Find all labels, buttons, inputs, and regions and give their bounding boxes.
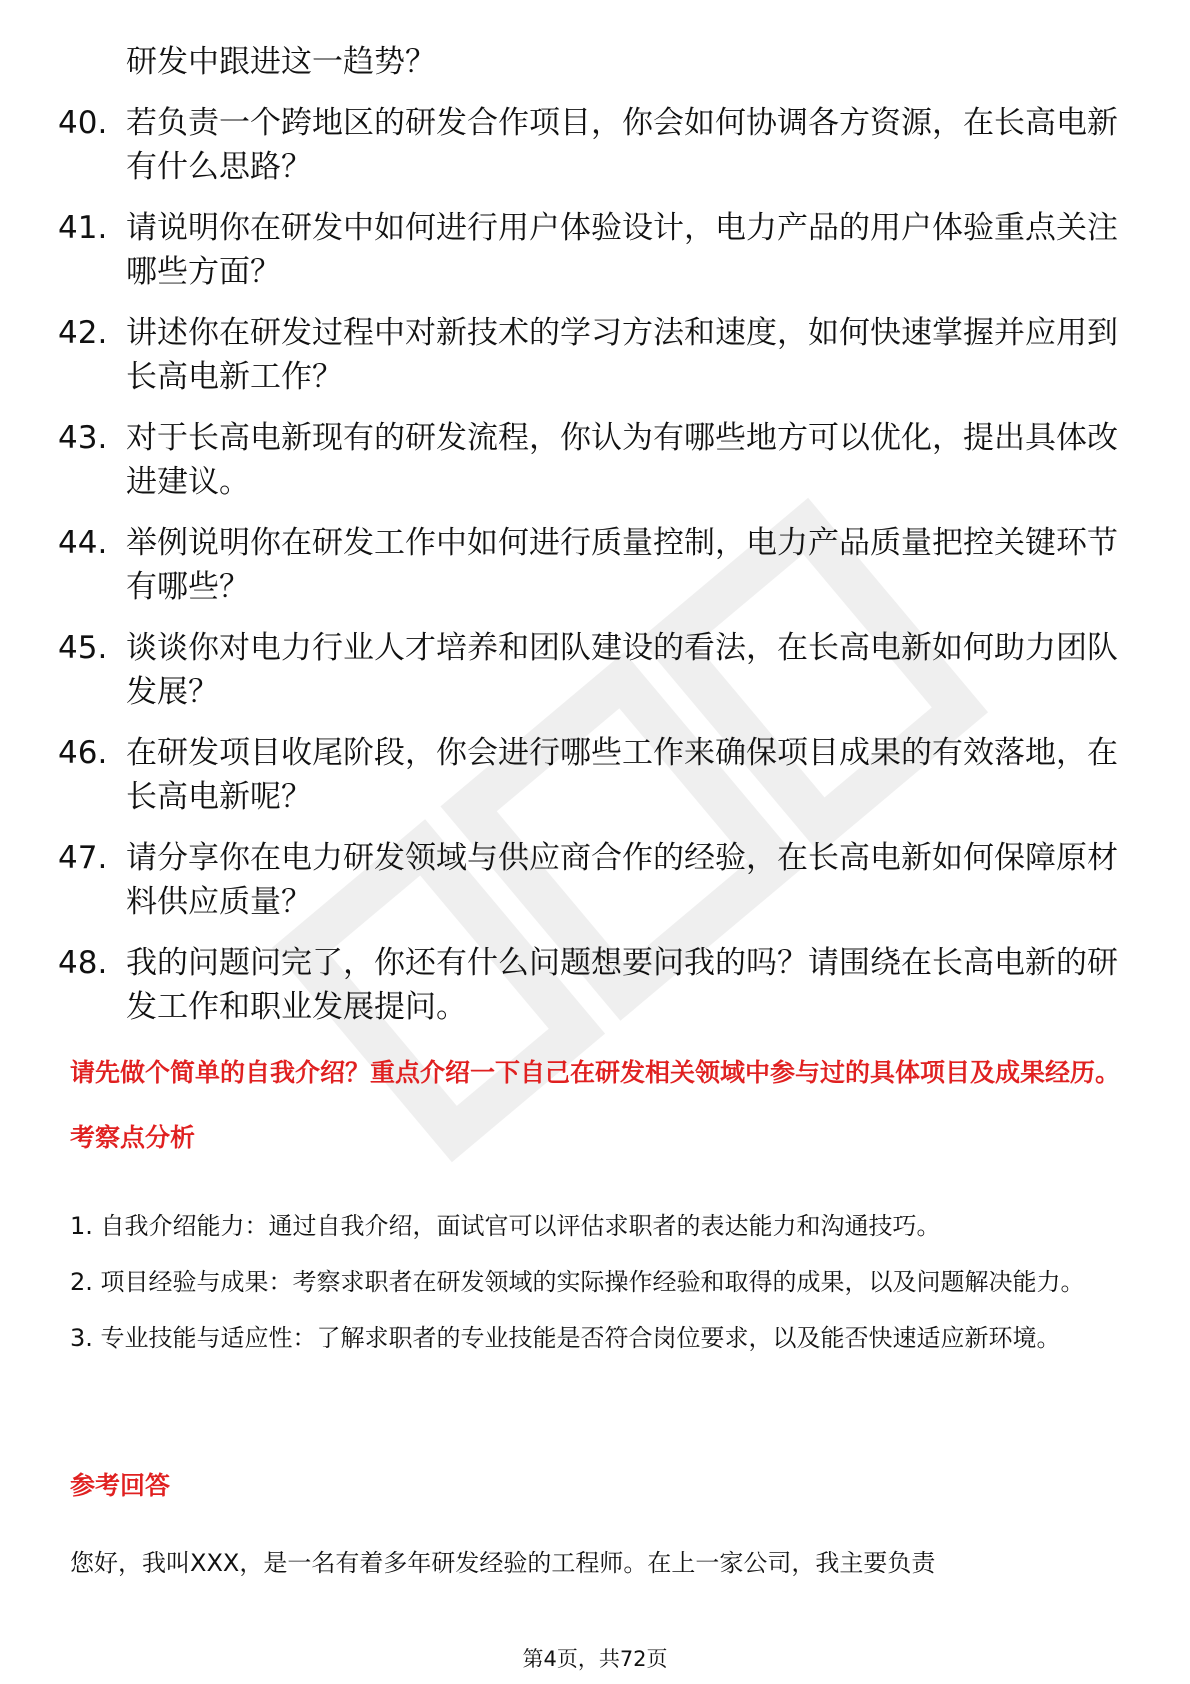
question-number: 46. — [58, 735, 108, 771]
answer-text: 您好，我叫XXX，是一名有着多年研发经验的工程师。在上一家公司，我主要负责 — [70, 1549, 936, 1577]
question-text: 谈谈你对电力行业人才培养和团队建设的看法，在长高电新如何助力团队发展？ — [126, 630, 1118, 710]
question-number: 48. — [58, 945, 108, 981]
highlight-question: 请先做个简单的自我介绍？重点介绍一下自己在研发相关领域中参与过的具体项目及成果经历。 — [70, 1058, 1121, 1087]
question-number: 40. — [58, 105, 108, 141]
list-item — [58, 836, 1128, 924]
list-item — [58, 206, 1128, 294]
question-text: 举例说明你在研发工作中如何进行质量控制，电力产品质量把控关键环节有哪些？ — [126, 525, 1118, 605]
question-continuation: 研发中跟进这一趋势？ — [126, 44, 436, 80]
question-number: 47. — [58, 840, 108, 876]
question-list — [58, 40, 1128, 1029]
analysis-item: 1. 自我介绍能力：通过自我介绍，面试官可以评估求职者的表达能力和沟通技巧。 — [70, 1212, 941, 1240]
list-item — [58, 731, 1128, 819]
question-number: 42. — [58, 315, 108, 351]
question-text: 请分享你在电力研发领域与供应商合作的经验，在长高电新如何保障原材料供应质量？ — [126, 840, 1118, 920]
analysis-list — [70, 1198, 1130, 1366]
list-item — [58, 311, 1128, 399]
question-text: 请说明你在研发中如何进行用户体验设计，电力产品的用户体验重点关注哪些方面？ — [126, 210, 1118, 290]
question-text: 对于长高电新现有的研发流程，你认为有哪些地方可以优化，提出具体改进建议。 — [126, 420, 1118, 500]
question-number: 41. — [58, 210, 108, 246]
question-text: 讲述你在研发过程中对新技术的学习方法和速度，如何快速掌握并应用到长高电新工作？ — [126, 315, 1118, 395]
analysis-item: 2. 项目经验与成果：考察求职者在研发领域的实际操作经验和取得的成果，以及问题解决能力。 — [70, 1268, 1085, 1296]
question-number: 43. — [58, 420, 108, 456]
page-number: 第4页，共72页 — [522, 1647, 668, 1671]
answer-title: 参考回答 — [70, 1471, 171, 1500]
analysis-title: 考察点分析 — [70, 1123, 196, 1152]
question-number: 44. — [58, 525, 108, 561]
list-item — [58, 521, 1128, 609]
list-item — [58, 941, 1128, 1029]
list-item — [58, 626, 1128, 714]
analysis-item: 3. 专业技能与适应性：了解求职者的专业技能是否符合岗位要求，以及能否快速适应新环境。 — [70, 1324, 1061, 1352]
list-item — [58, 416, 1128, 504]
list-item — [58, 101, 1128, 189]
question-text: 我的问题问完了，你还有什么问题想要问我的吗？请围绕在长高电新的研发工作和职业发展提问。 — [126, 945, 1118, 1025]
question-number: 45. — [58, 630, 108, 666]
question-text: 在研发项目收尾阶段，你会进行哪些工作来确保项目成果的有效落地，在长高电新呢？ — [126, 735, 1118, 815]
question-text: 若负责一个跨地区的研发合作项目，你会如何协调各方资源，在长高电新有什么思路？ — [126, 105, 1118, 185]
